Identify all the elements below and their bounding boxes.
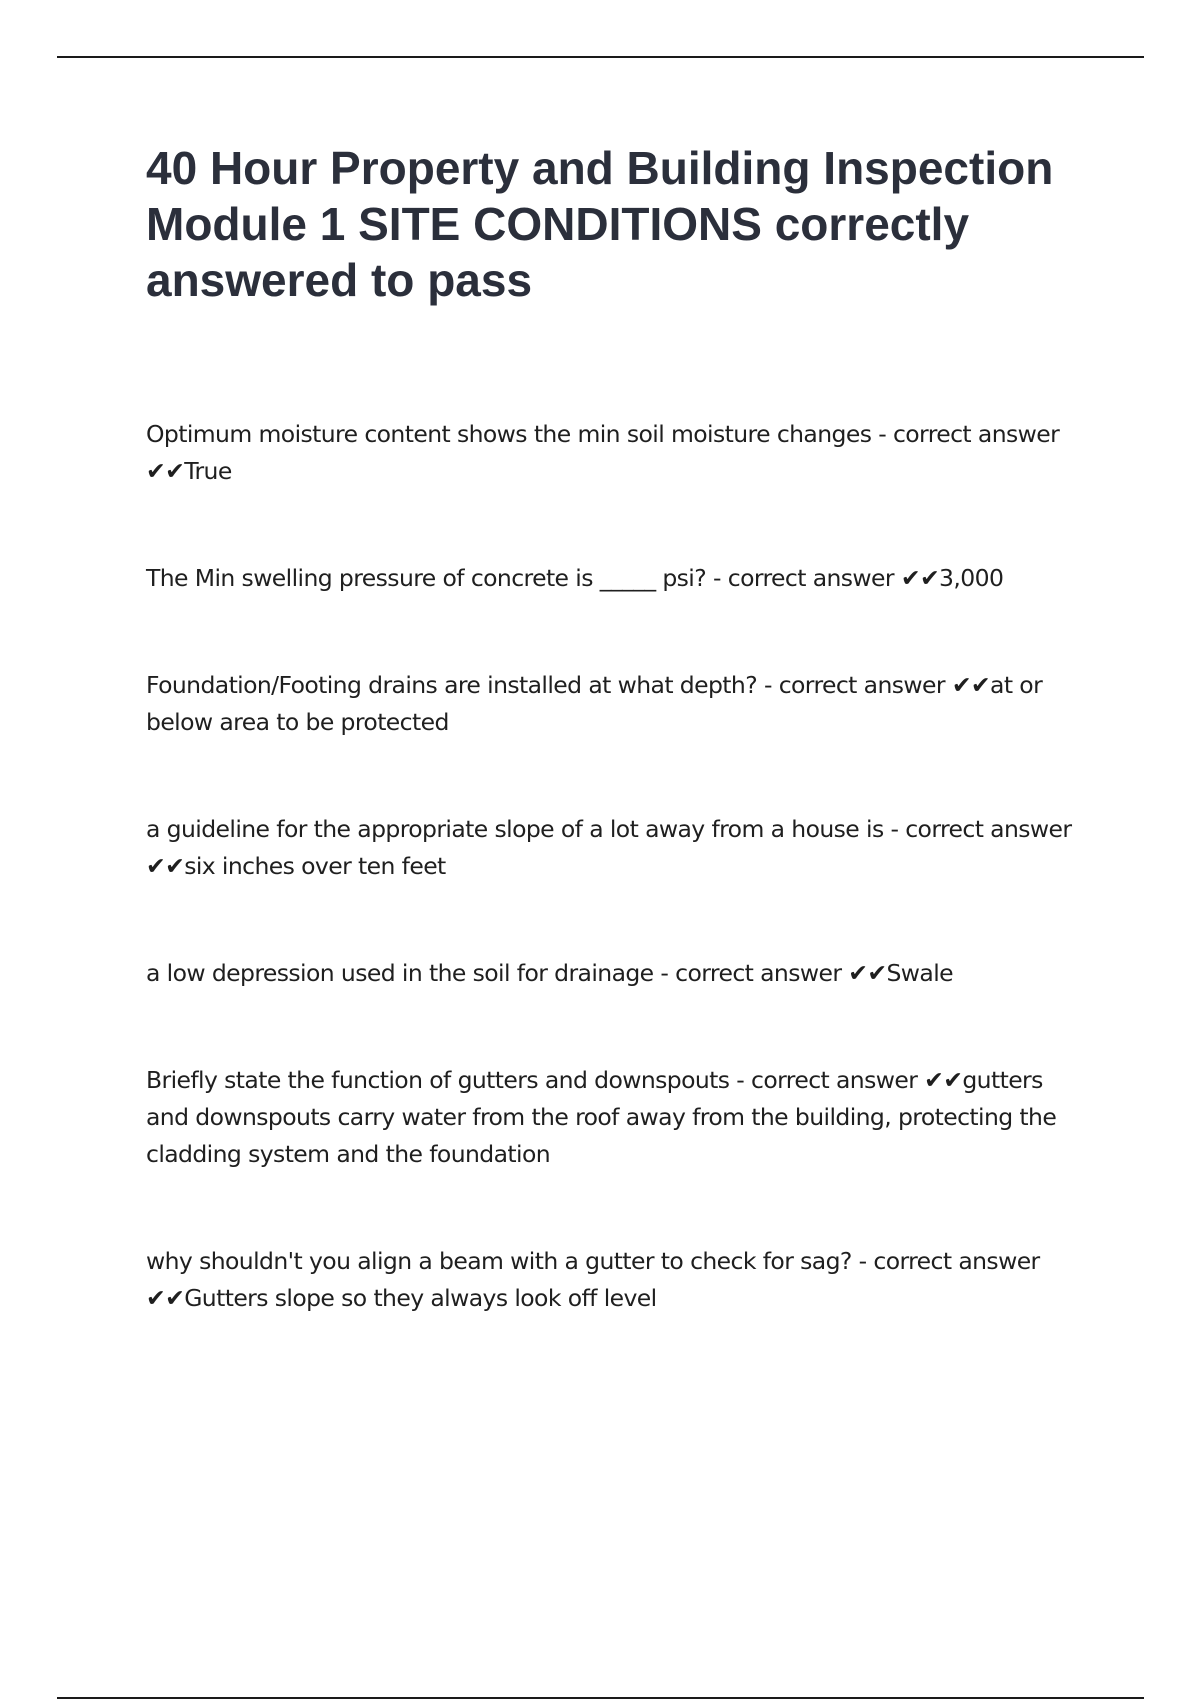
question-text: a low depression used in the soil for drainage [146, 959, 654, 987]
question-text: The Min swelling pressure of concrete is _____ psi? [146, 564, 707, 592]
bottom-rule [57, 1697, 1144, 1699]
checkmark-icon: ✔✔ [146, 457, 185, 485]
answer-separator: - correct answer [653, 959, 849, 987]
answer-separator: - correct answer [729, 1066, 925, 1094]
answer-separator: - correct answer [706, 564, 901, 592]
answer-text: True [184, 457, 232, 485]
checkmark-icon: ✔✔ [951, 671, 991, 699]
answer-text: gutters and downspouts carry water from the roof away from the building, protecting the cladding system and the foundation [146, 1066, 1064, 1168]
qa-item [146, 1243, 1086, 1317]
question-text: Briefly state the function of gutters and downspouts [146, 1066, 730, 1094]
answer-text: Swale [886, 959, 953, 987]
qa-item [146, 1062, 1086, 1173]
question-text: a guideline for the appropriate slope of a lot away from a house is [146, 815, 884, 843]
qa-list [146, 416, 1086, 1317]
checkmark-icon: ✔✔ [848, 959, 887, 987]
question-text: Optimum moisture content shows the min soil moisture changes [146, 420, 872, 448]
checkmark-icon: ✔✔ [146, 852, 185, 880]
answer-separator: - correct answer [871, 420, 1067, 448]
checkmark-icon: ✔✔ [146, 1284, 185, 1312]
answer-separator: - correct answer [883, 815, 1079, 843]
checkmark-icon: ✔✔ [900, 564, 940, 592]
qa-item [146, 667, 1086, 741]
top-rule [57, 56, 1144, 58]
document-body [146, 140, 1086, 1387]
answer-separator: - correct answer [757, 671, 952, 699]
answer-text: 3,000 [939, 564, 1004, 592]
document-title: 40 Hour Property and Building Inspection Module 1 SITE CONDITIONS correctly answered to pass [146, 142, 1054, 306]
qa-item [146, 416, 1086, 490]
qa-item [146, 560, 1086, 597]
qa-item [146, 955, 1086, 992]
answer-separator: - correct answer [851, 1247, 1047, 1275]
answer-text: Gutters slope so they always look off level [184, 1284, 657, 1312]
question-text: why shouldn't you align a beam with a gutter to check for sag? [146, 1247, 852, 1275]
checkmark-icon: ✔✔ [924, 1066, 963, 1094]
question-text: Foundation/Footing drains are installed at what depth? [146, 671, 758, 699]
qa-item [146, 811, 1086, 885]
answer-text: six inches over ten feet [184, 852, 446, 880]
answer-text: at or below area to be protected [146, 671, 1050, 736]
